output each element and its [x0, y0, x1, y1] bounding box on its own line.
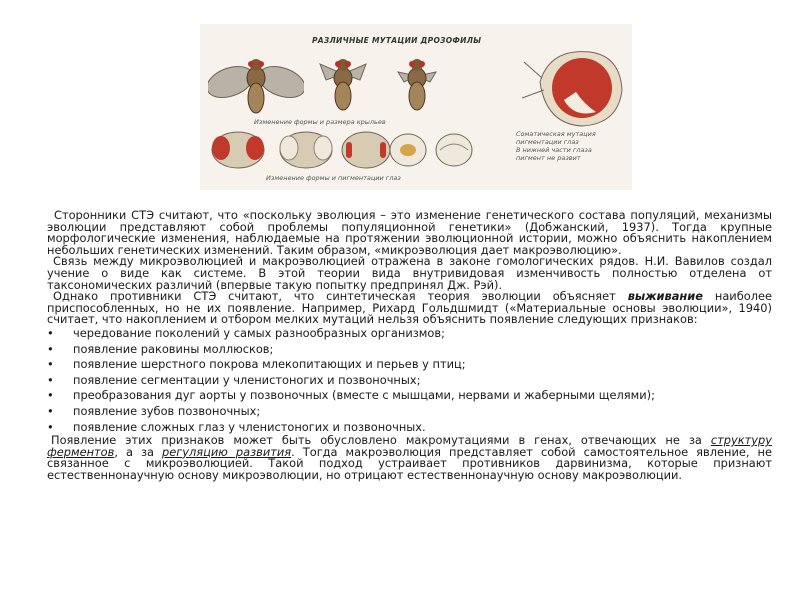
- paragraph-4: Появление этих признаков может быть обусловлено макромутациями в генах, отвечающих не за структуру ферментов, а за регуляцию развития. Тогда макроэволюция представляет собой самостоятельное явление, не связанное с микроэволюцией. Такой подход устраивает противников дарвинизма, которые признают естественнонаучную основу микроэволюции, но отрицают естественнонаучную основу макроэволюции.: [47, 433, 772, 482]
- paragraph-1: Сторонники СТЭ считают, что «поскольку эволюция – это изменение генетического состава популяций, механизмы эволюции представляют собой проблемы популяционной генетики» (Добжанский, 1937). Тогда крупные морфологические изменения, наблюдаемые на протяжении эволюционной истории, можно объяснить накоплением небольших генетических изменений. Таким образом, «микроэволюция дает макроэволюцию».: [47, 208, 772, 257]
- list-item: • появление раковины моллюсков;: [47, 341, 274, 356]
- figure-title: РАЗЛИЧНЫЕ МУТАЦИИ ДРОЗОФИЛЫ: [312, 36, 482, 45]
- eye-small-illustration: [386, 128, 430, 172]
- caption-somatic: Соматическая мутация пигментации глаз В нижней части глаза пигмент не развит: [516, 130, 596, 162]
- list-item: • появление шерстного покрова млекопитающих и перьев у птиц;: [47, 357, 466, 372]
- fly-short-wings-illustration: [312, 50, 374, 116]
- emphasis-survival: выживание: [627, 289, 703, 304]
- caption-eyes: Изменение формы и пигментации глаз: [266, 174, 401, 182]
- drosophila-mutations-figure: [200, 24, 632, 190]
- traits-list: [47, 326, 772, 435]
- emphasis-enzyme-structure: структуру ферментов: [47, 433, 772, 459]
- head-white-eyes-illustration: [276, 128, 336, 172]
- fly-wide-wings-illustration: [208, 48, 304, 120]
- list-item: • преобразования дуг аорты у позвоночных (вместе с мышцами, нервами и жаберными щелями);: [47, 388, 655, 403]
- paragraph-2: Связь между микроэволюцией и макроэволюцией отражена в законе гомологических рядов. Н.И. Вавилов создал учение о виде как системе. В этой теории вида внутривидовая изменчивость полностью отделена от таксономических различий (впервые такую попытку предпринял Дж. Рэй).: [47, 254, 772, 292]
- emphasis-development-regulation: регуляцию развития: [162, 444, 292, 459]
- head-normal-eyes-illustration: [208, 128, 268, 172]
- list-item: • появление сегментации у членистоногих и позвоночных;: [47, 372, 421, 387]
- somatic-mutation-eye-illustration: [520, 42, 628, 132]
- caption-wings: Изменение формы и размера крыльев: [254, 118, 386, 126]
- fly-vestigial-wings-illustration: [386, 50, 448, 116]
- eye-pale-illustration: [432, 128, 476, 172]
- list-item: • чередование поколений у самых разнообразных организмов;: [47, 325, 445, 340]
- list-item: • появление сложных глаз у членистоногих и позвоночных.: [47, 419, 426, 434]
- article-text: [47, 210, 772, 481]
- list-item: • появление зубов позвоночных;: [47, 403, 261, 418]
- paragraph-3: Однако противники СТЭ считают, что синтетическая теория эволюции объясняет выживание наиболее приспособленных, но не их появление. Например, Рихард Гольдшмидт («Материальные основы эволюции», 1940) считает, что накоплением и отбором мелких мутаций нельзя объяснить появление следующих признаков:: [47, 289, 773, 327]
